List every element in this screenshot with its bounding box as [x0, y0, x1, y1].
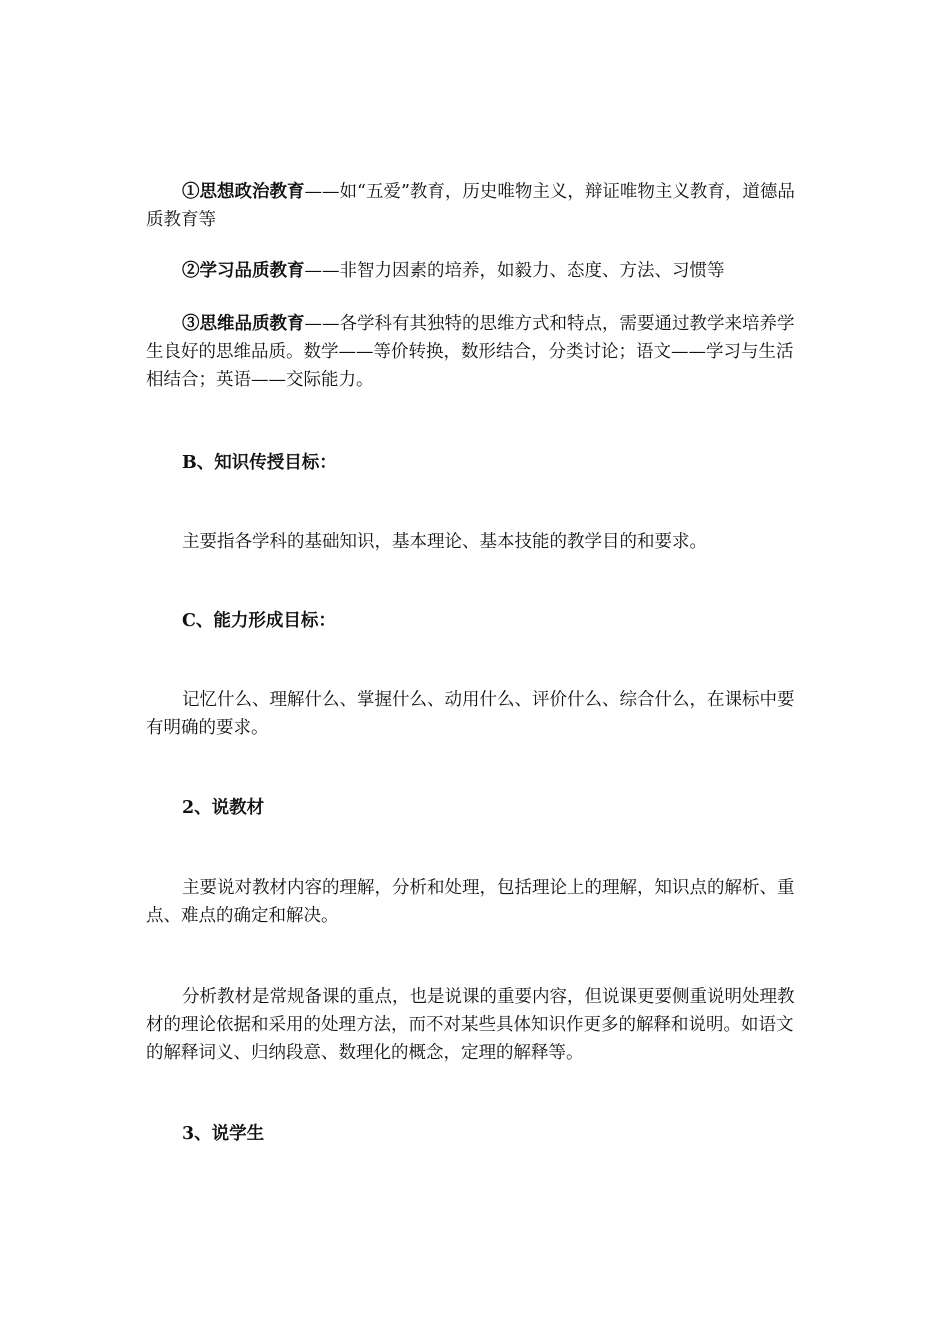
heading-textbook: 2、说教材 [182, 798, 265, 818]
paragraph-ideology-education [146, 178, 806, 234]
heading-ability-goal: C、能力形成目标： [182, 611, 336, 631]
paragraph-learning-text: ——非智力因素的培养，如毅力、态度、方法、习惯等 [304, 261, 725, 281]
heading-students: 3、说学生 [182, 1124, 265, 1144]
paragraph-thinking-text: ——各学科有其独特的思维方式和特点，需要通过教学来培养学生良好的思维品质。数学——等价转换，数形结合，分类讨论；语文——学习与生活相结合；英语——交际能力。 [146, 314, 795, 390]
paragraph-learning-title: ②学习品质教育 [182, 261, 305, 281]
paragraph-ideology-text: ——如“五爱”教育，历史唯物主义，辩证唯物主义教育，道德品质教育等 [146, 182, 795, 230]
paragraph-knowledge-body: 主要指各学科的基础知识，基本理论、基本技能的教学目的和要求。 [182, 532, 707, 552]
paragraph-textbook-body-2: 分析教材是常规备课的重点，也是说课的重要内容，但说课更要侧重说明处理教材的理论依据和采用的处理方法，而不对某些具体知识作更多的解释和说明。如语文的解释词义、归纳段意、数理化的概念，定理的解释等。 [146, 987, 795, 1063]
heading-knowledge-goal: B、知识传授目标： [182, 453, 337, 473]
paragraph-ability-body: 记忆什么、理解什么、掌握什么、动用什么、评价什么、综合什么，在课标中要有明确的要求。 [146, 690, 795, 738]
paragraph-learning-quality [146, 257, 806, 285]
paragraph-textbook-body-1: 主要说对教材内容的理解，分析和处理，包括理论上的理解，知识点的解析、重点、难点的确定和解决。 [146, 878, 795, 926]
paragraph-ideology-title: ①思想政治教育 [182, 182, 305, 202]
paragraph-thinking-title: ③思维品质教育 [182, 314, 305, 334]
paragraph-thinking-quality [146, 310, 806, 394]
